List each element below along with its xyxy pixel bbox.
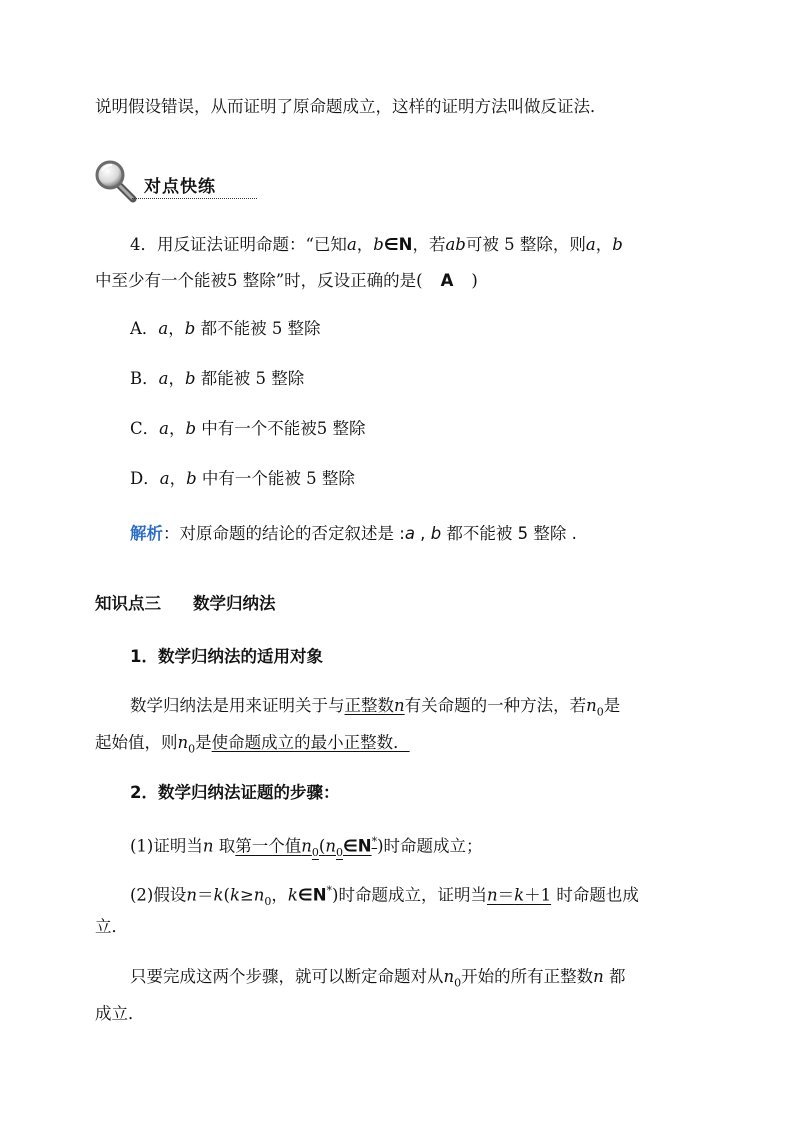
analysis-line: 解析：对原命题的结论的否定叙述是 :a , b 都不能被 5 整除 . [130, 524, 577, 543]
conclusion-line-2: 成立． [95, 1004, 145, 1023]
option-d: D．a，b 中有一个能被 5 整除 [130, 469, 355, 488]
analysis-label: 解析 [130, 524, 163, 543]
item2-heading: 2．数学归纳法证题的步骤： [130, 783, 340, 802]
section-heading: 知识点三 数学归纳法 [95, 594, 276, 613]
option-b: B．a，b 都能被 5 整除 [130, 369, 305, 388]
conclusion-line-1: 只要完成这两个步骤，就可以断定命题对从$n_0$开始的所有正整数n 都 [130, 967, 626, 990]
step-2-line-1: (2)假设$n=k(k\ge n_0$，k∈N*)时命题成立，证明当n＝k＋1 时命题也成 [130, 884, 639, 908]
option-a: A．a，b 都不能被 5 整除 [130, 319, 321, 338]
item1-heading: 1．数学归纳法的适用对象 [130, 647, 323, 666]
step-2-line-2: 立． [95, 917, 128, 936]
question-line-1: 4．用反证法证明命题：“已知a，b∈N，若ab可被 5 整除，则a，b [130, 235, 623, 254]
option-c: C．a，b 中有一个不能被5 整除 [130, 419, 366, 438]
item1-paragraph-line-2: 起始值，则$n_0$是使命题成立的最小正整数． [95, 733, 410, 756]
header-dotted-rule [132, 198, 257, 199]
question-line-2: 中至少有一个能被5 整除”时，反设正确的是( A ) [95, 271, 478, 290]
intro-text: 说明假设错误，从而证明了原命题成立，这样的证明方法叫做反证法． [95, 97, 607, 116]
practice-title: 对点快练 [144, 177, 216, 197]
step-1: (1)证明当n 取第一个值$n_0(n_0\in N^*)$时命题成立； [130, 835, 483, 859]
item1-paragraph-line-1: 数学归纳法是用来证明关于与正整数n有关命题的一种方法，若$n_0$是 [130, 696, 621, 719]
question-answer: A [440, 271, 454, 290]
practice-header [92, 158, 257, 206]
